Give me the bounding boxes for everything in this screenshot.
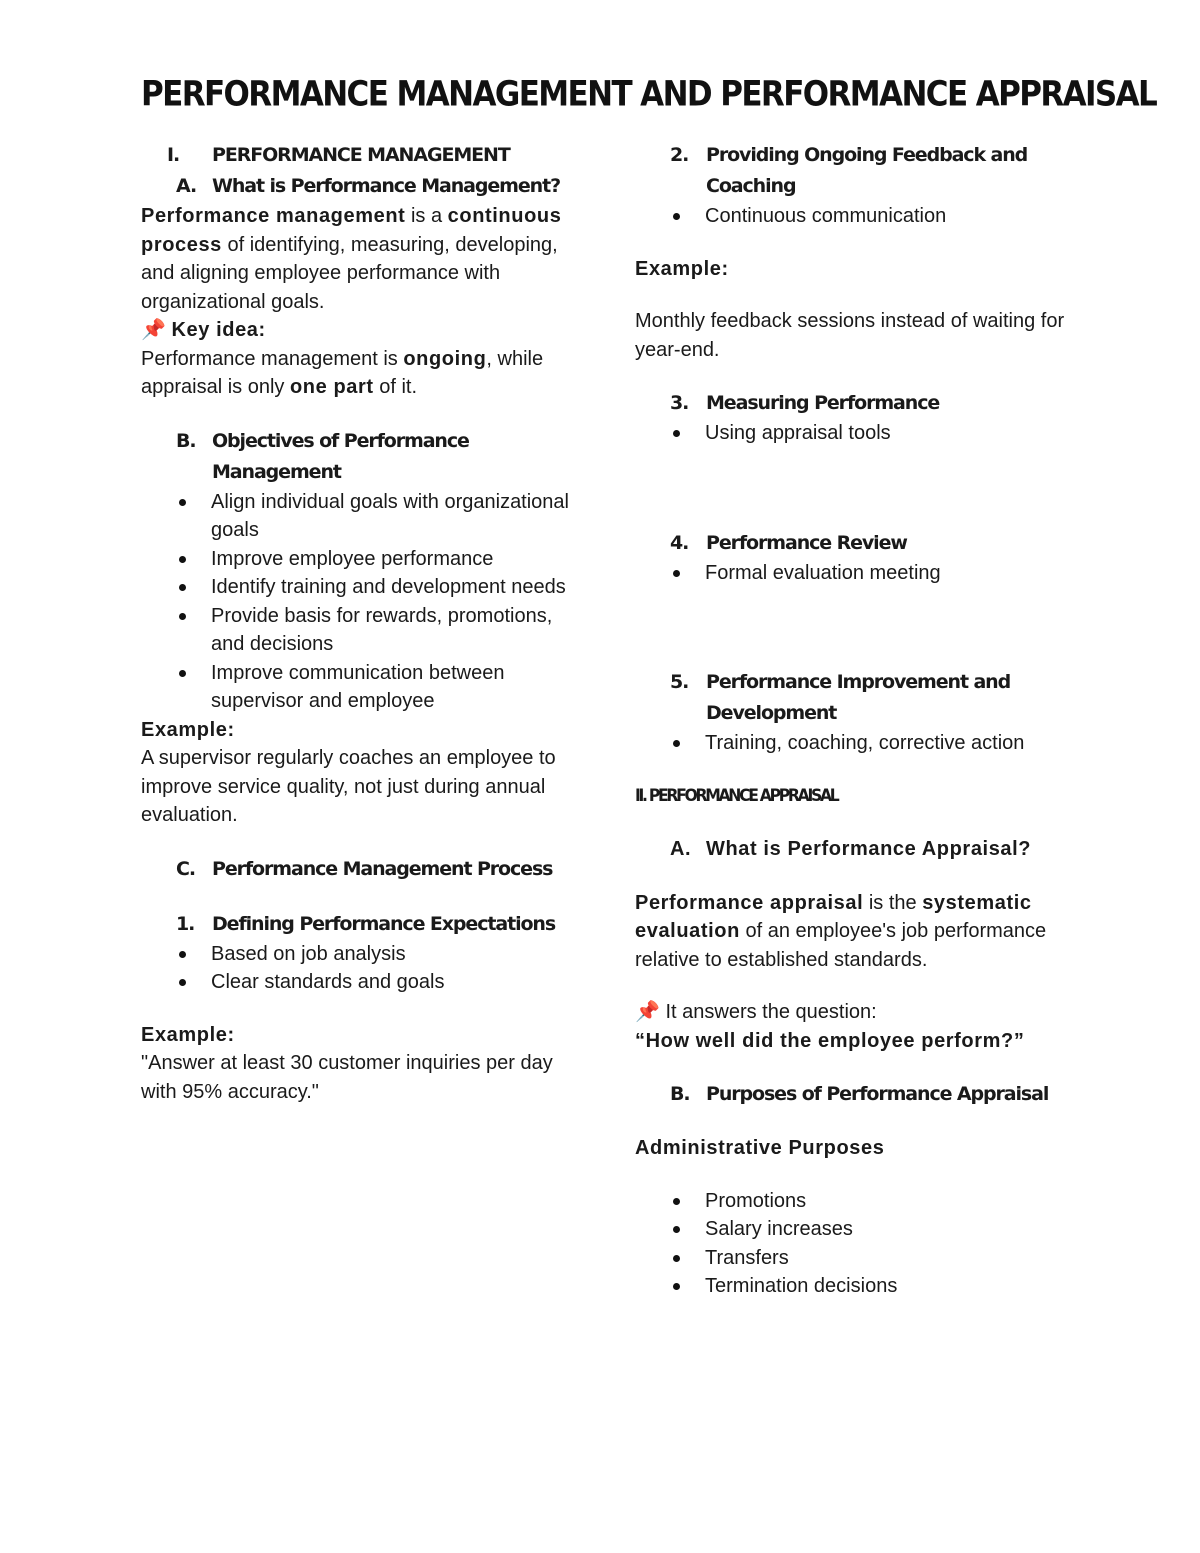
- appraisal-definition: Performance appraisal is the systematic evaluation of an employee's job performance relative to established standards.: [635, 891, 1047, 971]
- list-item: Salary increases: [635, 1215, 1065, 1244]
- list-item: Using appraisal tools: [635, 419, 1065, 448]
- subsection-heading-a: [141, 171, 581, 202]
- question-quote: “How well did the employee perform?”: [635, 1029, 1025, 1052]
- list-item: Based on job analysis: [141, 940, 581, 969]
- list-item: Transfers: [635, 1244, 1065, 1273]
- list-item: Promotions: [635, 1187, 1065, 1216]
- list-item: Identify training and development needs: [141, 573, 581, 602]
- list-item: Align individual goals with organizational goals: [141, 488, 581, 545]
- section-number: I.: [167, 144, 180, 166]
- key-idea-paragraph: Performance management is ongoing, while appraisal is only one part of it.: [141, 347, 544, 398]
- subsection-title: What is Performance Management?: [212, 175, 560, 197]
- step-heading-2: [635, 140, 1065, 202]
- step1-list: [141, 940, 581, 997]
- step-title: Performance Review: [706, 531, 907, 554]
- section-heading-1: [141, 140, 581, 171]
- step-title: Performance Improvement and Development: [706, 671, 1011, 724]
- list-item: Continuous communication: [635, 202, 1065, 231]
- step4-list: [635, 559, 1065, 588]
- subsection-heading-b: [141, 426, 581, 488]
- subsection-letter: A.: [670, 837, 692, 860]
- example-text: "Answer at least 30 customer inquiries per day with 95% accuracy.": [141, 1052, 553, 1103]
- step-title: Providing Ongoing Feedback and Coaching: [706, 144, 1028, 197]
- example-label: Example:: [141, 1023, 235, 1046]
- step-heading-1: [141, 909, 581, 940]
- list-item: Termination decisions: [635, 1272, 1065, 1301]
- admin-purposes-label: Administrative Purposes: [635, 1137, 885, 1159]
- step-number: 1.: [176, 912, 195, 935]
- step-title: Measuring Performance: [706, 392, 940, 414]
- step-number: 4.: [670, 531, 689, 554]
- admin-purposes-list: [635, 1187, 1065, 1301]
- subsection-title: Performance Management Process: [212, 857, 553, 880]
- example-text: Monthly feedback sessions instead of waiting for year-end.: [635, 310, 1065, 361]
- subsection-title: Objectives of Performance Management: [212, 429, 469, 483]
- subsection-title: What is Performance Appraisal?: [706, 837, 1032, 860]
- list-item: Improve employee performance: [141, 545, 581, 574]
- step-number: 3.: [670, 392, 689, 414]
- step3-list: [635, 419, 1065, 448]
- definition-paragraph: Performance management is a continuous process of identifying, measuring, developing, and aligning employee performance with organizational goals.: [141, 205, 562, 313]
- subsection-heading-c: [141, 854, 581, 885]
- step-heading-5: [635, 667, 1065, 729]
- key-idea-label: 📌 Key idea:: [141, 319, 266, 341]
- pushpin-icon: 📌: [635, 1001, 660, 1023]
- step-heading-3: [635, 388, 1065, 419]
- step-number: 2.: [670, 144, 689, 166]
- list-item: Training, coaching, corrective action: [635, 729, 1065, 758]
- section-title: PERFORMANCE MANAGEMENT: [212, 144, 510, 166]
- subsection-letter: B.: [670, 1083, 690, 1105]
- step-number: 5.: [670, 671, 689, 693]
- subsection-heading-b2: [635, 1079, 1065, 1110]
- list-item: Provide basis for rewards, promotions, and decisions: [141, 602, 581, 659]
- example-label: Example:: [635, 257, 729, 280]
- list-item: Clear standards and goals: [141, 968, 581, 997]
- step-title: Defining Performance Expectations: [212, 912, 556, 935]
- subsection-letter: B.: [176, 429, 196, 452]
- step5-list: [635, 729, 1065, 758]
- step-heading-4: [635, 528, 1065, 559]
- list-item: Formal evaluation meeting: [635, 559, 1065, 588]
- example-text: A supervisor regularly coaches an employee to improve service quality, not just during annual evaluation.: [141, 747, 556, 826]
- example-label: Example:: [141, 718, 235, 741]
- right-column: [635, 140, 1065, 1301]
- subsection-letter: C.: [176, 857, 195, 880]
- question-intro: 📌 It answers the question:: [635, 1001, 877, 1023]
- section-heading-2: II. PERFORMANCE APPRAISAL: [635, 785, 838, 806]
- list-item: Improve communication between supervisor and employee: [141, 659, 581, 716]
- subsection-heading-a2: [635, 834, 1065, 865]
- subsection-title: Purposes of Performance Appraisal: [706, 1083, 1049, 1105]
- objectives-list: [141, 488, 581, 716]
- pushpin-icon: 📌: [141, 319, 166, 341]
- subsection-letter: A.: [176, 175, 197, 197]
- page-title: PERFORMANCE MANAGEMENT AND PERFORMANCE APPRAISAL: [141, 74, 1157, 115]
- step2-list: [635, 202, 1065, 231]
- left-column: [141, 140, 581, 1106]
